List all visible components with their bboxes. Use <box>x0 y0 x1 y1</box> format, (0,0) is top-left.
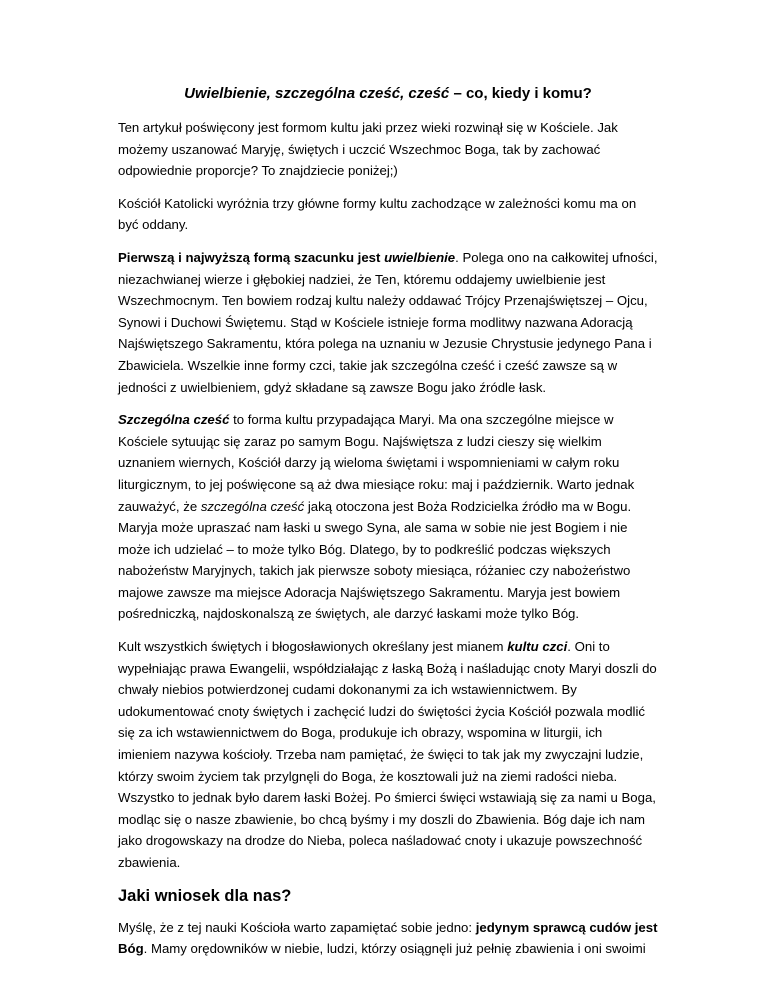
conclusion-text-b: . Mamy orędowników w niebie, ludzi, którzy osiągnęli już pełnię zbawienia i oni swoimi <box>143 941 646 957</box>
p4-text-a: to forma kultu przypadająca Maryi. Ma ona szczególne miejsce w Kościele sytuując się zaraz po samym Bogu. Najświętsza z ludzi cieszy się wielkim uznaniem wiernych, Kościół darzy ją wieloma świętami i wspomnieniami w całym roku liturgicznym, to jej poświęcone są aż dwa miesiące roku: maj i październik. Warto jednak zauważyć, że <box>118 412 635 514</box>
p5-bold-italic: kultu czci <box>507 639 568 655</box>
p4-italic: szczególna cześć <box>200 498 305 514</box>
title-rest: – co, kiedy i komu? <box>449 85 592 102</box>
p3-bold-italic: uwielbienie <box>384 249 456 265</box>
paragraph-conclusion <box>118 917 658 960</box>
paragraph-kult-czci <box>118 636 658 874</box>
page-title <box>118 84 658 104</box>
p4-bold-italic: Szczególna cześć <box>118 412 230 428</box>
document-page <box>118 84 658 971</box>
p3-bold: Pierwszą i najwyższą formą szacunku jest <box>118 249 385 265</box>
p5-text-b: . Oni to wypełniając prawa Ewangelii, współdziałając z łaską Bożą i naśladując cnoty Maryi doszli do chwały niebios potwierdzonej cudami dokonanymi za ich wstawiennictwem. By udokumentować cnoty świętych i zachęcić ludzi do świętości życia Kościół pozwala modlić się za ich wstawiennictwem do Boga, produkuje ich obrazy, wspomina w liturgii, ich imieniem nazywa kościoły. Trzeba nam pamiętać, że święci to tak jak my zwyczajni ludzie, którzy swoim życiem tak przylgnęli do Boga, że kosztowali już na ziemi radości nieba. Wszystko to jednak było darem łaski Bożej. Po śmierci święci wstawiają się za nami u Boga, modląc się o nasze zbawienie, bo chcą byśmy i my doszli do Zbawienia. Bóg daje ich nam jako drogowskazy na drodze do Nieba, poleca naśladować cnoty i ukazuje powszechność zbawienia. <box>118 639 657 870</box>
section-heading: Jaki wniosek dla nas? <box>118 886 292 905</box>
paragraph-forms: Kościół Katolicki wyróżnia trzy główne formy kultu zachodzące w zależności komu ma on być oddany. <box>118 195 637 233</box>
paragraph-szczegolna-czesc <box>118 409 658 625</box>
p5-text-a: Kult wszystkich świętych i błogosławionych określany jest mianem <box>118 639 508 655</box>
paragraph-uwielbienie <box>118 247 658 398</box>
p3-text: . Polega ono na całkowitej ufności, niezachwianej wierze i głębokiej nadziei, że Ten, któremu oddajemy uwielbienie jest Wszechmocnym. Ten bowiem rodzaj kultu należy oddawać Trójcy Przenajświętszej – Ojcu, Synowi i Duchowi Świętemu. Stąd w Kościele istnieje forma modlitwy nazwana Adoracją Najświętszego Sakramentu, która polega na uznaniu w Jezusie Chrystusie jedynego Pana i Zbawiciela. Wszelkie inne formy czci, takie jak szczególna cześć i cześć zawsze są w jedności z uwielbieniem, gdyż składane są zawsze Bogu jako źródle łask. <box>118 249 658 395</box>
p4-text-b: jaką otoczona jest Boża Rodzicielka źródło ma w Bogu. Maryja może upraszać nam łaski u swego Syna, ale sama w sobie nie jest Bogiem i nie może ich udzielać – to może tylko Bóg. Dlatego, by to podkreślić podczas większych nabożeństw Maryjnych, takich jak pierwsze soboty miesiąca, różaniec czy nabożeństwo majowe zawsze ma miejsce Adoracja Najświętszego Sakramentu. Maryja jest bowiem pośredniczką, najdoskonalszą ze świętych, ale darzyć łaskami może tylko Bóg. <box>118 498 632 622</box>
conclusion-bold: jedynym sprawcą cudów jest Bóg <box>118 919 658 957</box>
paragraph-intro: Ten artykuł poświęcony jest formom kultu jaki przez wieki rozwinął się w Kościele. Jak możemy uszanować Maryję, świętych i uczcić Wszechmoc Boga, tak by zachować odpowiednie proporcje? To znajdziecie poniżej;) <box>118 120 618 179</box>
title-italic: Uwielbienie, szczególna cześć, cześć <box>184 85 450 102</box>
conclusion-text-a: Myślę, że z tej nauki Kościoła warto zapamiętać sobie jedno: <box>118 919 476 935</box>
